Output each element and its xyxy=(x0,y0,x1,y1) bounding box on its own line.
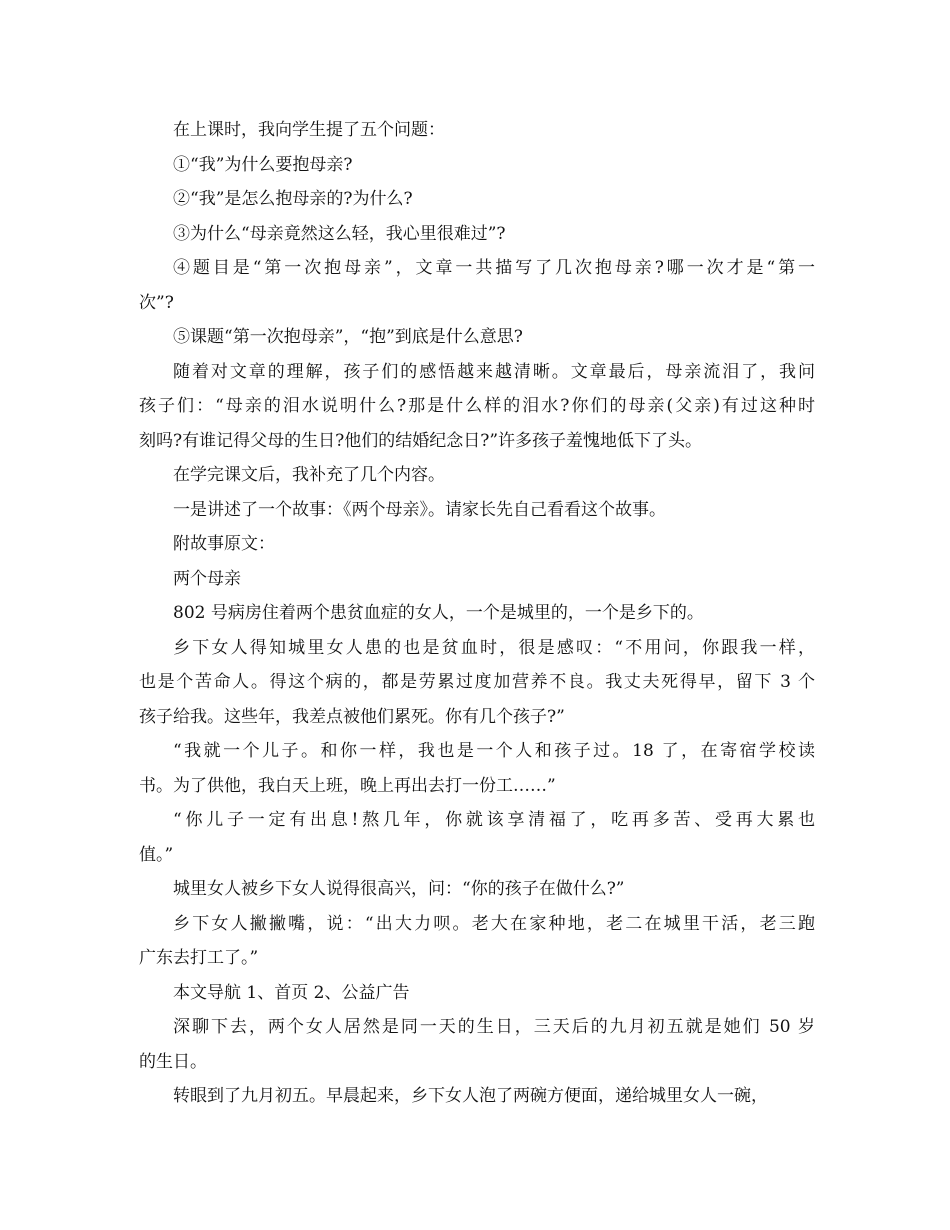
text-line: ②“我”是怎么抱母亲的?为什么? xyxy=(173,189,413,209)
paragraph xyxy=(139,217,815,252)
text-line: 802 号病房住着两个患贫血症的女人，一个是城里的，一个是乡下的。 xyxy=(173,603,704,623)
text-line: 值。” xyxy=(139,844,174,865)
paragraph xyxy=(139,803,815,872)
paragraph xyxy=(139,976,815,1011)
paragraph xyxy=(139,148,815,183)
paragraph xyxy=(139,113,815,148)
text-line: 书。为了供他，我白天上班，晚上再出去打一份工……” xyxy=(139,775,556,796)
text-line: 附故事原文： xyxy=(173,534,275,554)
text-line: 也是个苦命人。得这个病的，都是劳累过度加营养不良。我丈夫死得早，留下 3 个 xyxy=(139,672,815,692)
paragraph xyxy=(139,320,815,355)
text-line: 一是讲述了一个故事：《两个母亲》。请家长先自己看看这个故事。 xyxy=(173,499,666,520)
paragraph xyxy=(139,734,815,803)
paragraph xyxy=(139,907,815,976)
text-line: ④题目是“第一次抱母亲”，文章一共描写了几次抱母亲?哪一次才是“第一 xyxy=(173,258,815,278)
paragraph xyxy=(139,562,815,597)
document-body xyxy=(139,113,815,1114)
text-line: 次”? xyxy=(139,292,174,313)
text-line: 广东去打工了。” xyxy=(139,948,259,968)
text-line: 乡下女人得知城里女人患的也是贫血时，很是感叹：“不用问，你跟我一样， xyxy=(173,637,815,658)
text-line: 两个母亲 xyxy=(173,568,241,589)
text-line: 深聊下去，两个女人居然是同一天的生日，三天后的九月初五就是她们 50 岁 xyxy=(173,1017,815,1037)
text-line: 在上课时，我向学生提了五个问题： xyxy=(173,120,445,140)
text-line: 随着对文章的理解，孩子们的感悟越来越清晰。文章最后，母亲流泪了，我问 xyxy=(173,361,815,382)
text-line: 城里女人被乡下女人说得很高兴，问：“你的孩子在做什么?” xyxy=(173,879,625,899)
paragraph xyxy=(139,1079,815,1114)
text-line: ①“我”为什么要抱母亲? xyxy=(173,154,353,175)
paragraph xyxy=(139,527,815,562)
paragraph xyxy=(139,596,815,631)
paragraph xyxy=(139,631,815,735)
text-line: 本文导航 1、首页 2、公益广告 xyxy=(173,982,410,1003)
paragraph xyxy=(139,355,815,459)
text-line: “我就一个儿子。和你一样，我也是一个人和孩子过。18 了，在寄宿学校读 xyxy=(173,741,815,761)
text-line: 转眼到了九月初五。早晨起来，乡下女人泡了两碗方便面，递给城里女人一碗， xyxy=(173,1086,768,1106)
text-line: ③为什么“母亲竟然这么轻，我心里很难过”? xyxy=(173,223,506,244)
paragraph xyxy=(139,493,815,528)
paragraph xyxy=(139,458,815,493)
text-line: “你儿子一定有出息!熬几年，你就该享清福了，吃再多苦、受再大累也 xyxy=(173,810,815,830)
text-line: 孩子给我。这些年，我差点被他们累死。你有几个孩子?” xyxy=(139,706,565,727)
paragraph xyxy=(139,251,815,320)
paragraph xyxy=(139,1010,815,1079)
paragraph xyxy=(139,182,815,217)
text-line: 的生日。 xyxy=(139,1051,207,1072)
paragraph xyxy=(139,872,815,907)
text-line: 孩子们：“母亲的泪水说明什么?那是什么样的泪水?你们的母亲(父亲)有过这种时 xyxy=(139,396,815,416)
text-line: ⑤课题“第一次抱母亲”，“抱”到底是什么意思? xyxy=(173,327,523,347)
text-line: 刻吗?有谁记得父母的生日?他们的结婚纪念日?”许多孩子羞愧地低下了头。 xyxy=(139,430,703,451)
text-line: 在学完课文后，我补充了几个内容。 xyxy=(173,465,445,485)
text-line: 乡下女人撇撇嘴，说：“出大力呗。老大在家种地，老二在城里干活，老三跑 xyxy=(173,913,815,934)
